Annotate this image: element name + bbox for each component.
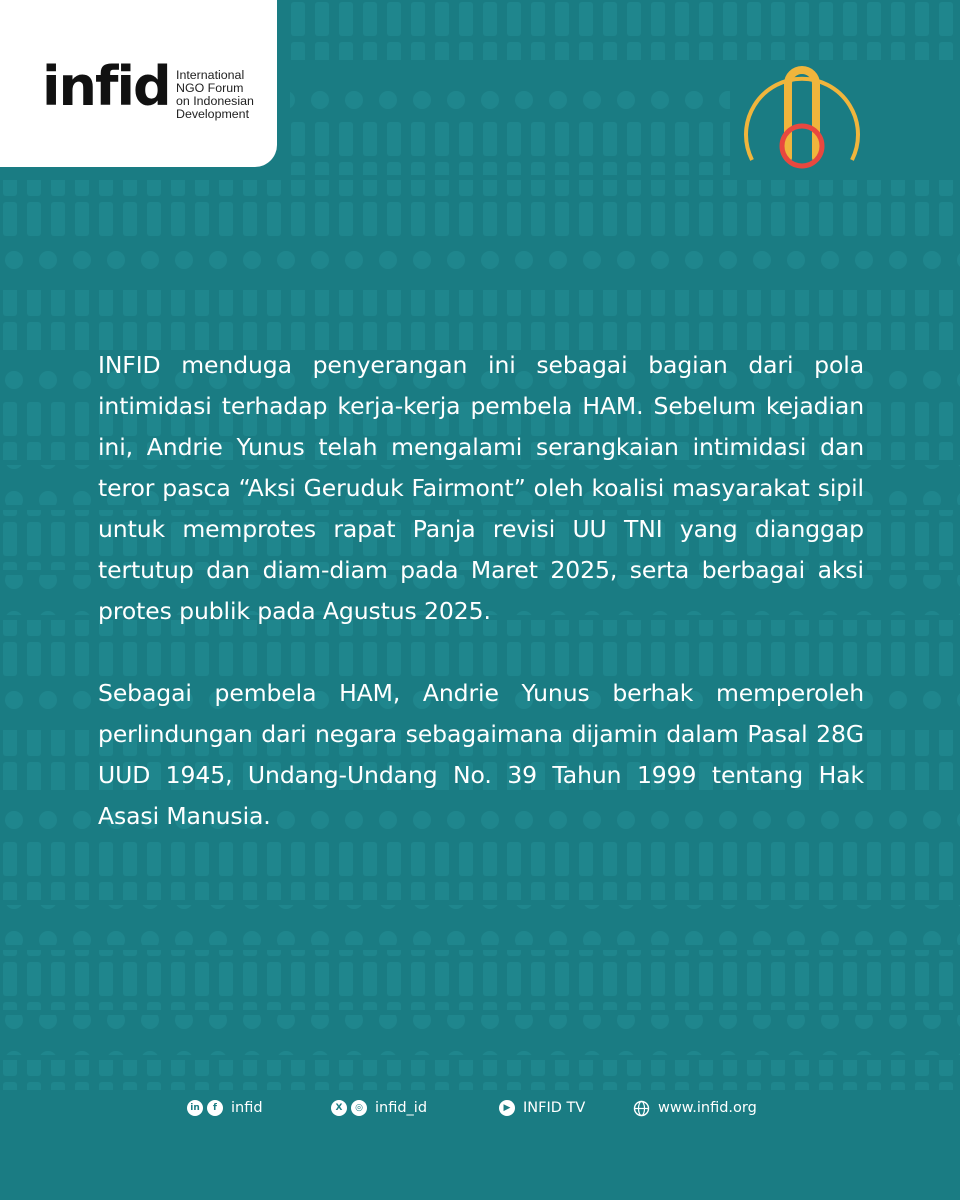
emblem-icon: [738, 66, 866, 178]
footer: [0, 1095, 960, 1121]
infid-logo: infid: [42, 55, 170, 118]
paragraph-2: Sebagai pembela HAM, Andrie Yunus berhak memperoleh perlindungan dari negara sebagaimana dijamin dalam Pasal 28G UUD 1945, Undang-Undang No. 39 Tahun 1999 tentang Hak Asasi Manusia.: [98, 679, 864, 830]
footer-social-infid[interactable]: [187, 1095, 263, 1121]
logo-card: [0, 0, 277, 167]
instagram-icon: ◎: [351, 1100, 367, 1116]
footer-website[interactable]: [633, 1095, 757, 1121]
footer-label-infid: infid: [231, 1100, 263, 1116]
footer-label-website: www.infid.org: [658, 1100, 757, 1116]
linkedin-icon: in: [187, 1100, 203, 1116]
x-icon: X: [331, 1100, 347, 1116]
logo-subtitle: International NGO Forum on Indonesian Development: [176, 68, 254, 121]
paragraph-1: INFID menduga penyerangan ini sebagai bagian dari pola intimidasi terhadap kerja-kerja pembela HAM. Sebelum kejadian ini, Andrie Yunus telah mengalami serangkaian intimidasi dan teror pasca “Aksi Geruduk Fairmont” oleh koalisi masyarakat sipil untuk memprotes rapat Panja revisi UU TNI yang dianggap tertutup dan diam-diam pada Maret 2025, serta berbagai aksi protes publik pada Agustus 2025.: [98, 351, 864, 625]
footer-label-infid-id: infid_id: [375, 1100, 428, 1116]
globe-icon: [633, 1100, 650, 1117]
footer-social-infid-id[interactable]: [331, 1095, 427, 1121]
youtube-icon: ▶: [499, 1100, 515, 1116]
footer-youtube[interactable]: [499, 1095, 585, 1121]
footer-label-youtube: INFID TV: [523, 1100, 586, 1116]
body-text: [98, 345, 864, 837]
facebook-icon: f: [207, 1100, 223, 1116]
